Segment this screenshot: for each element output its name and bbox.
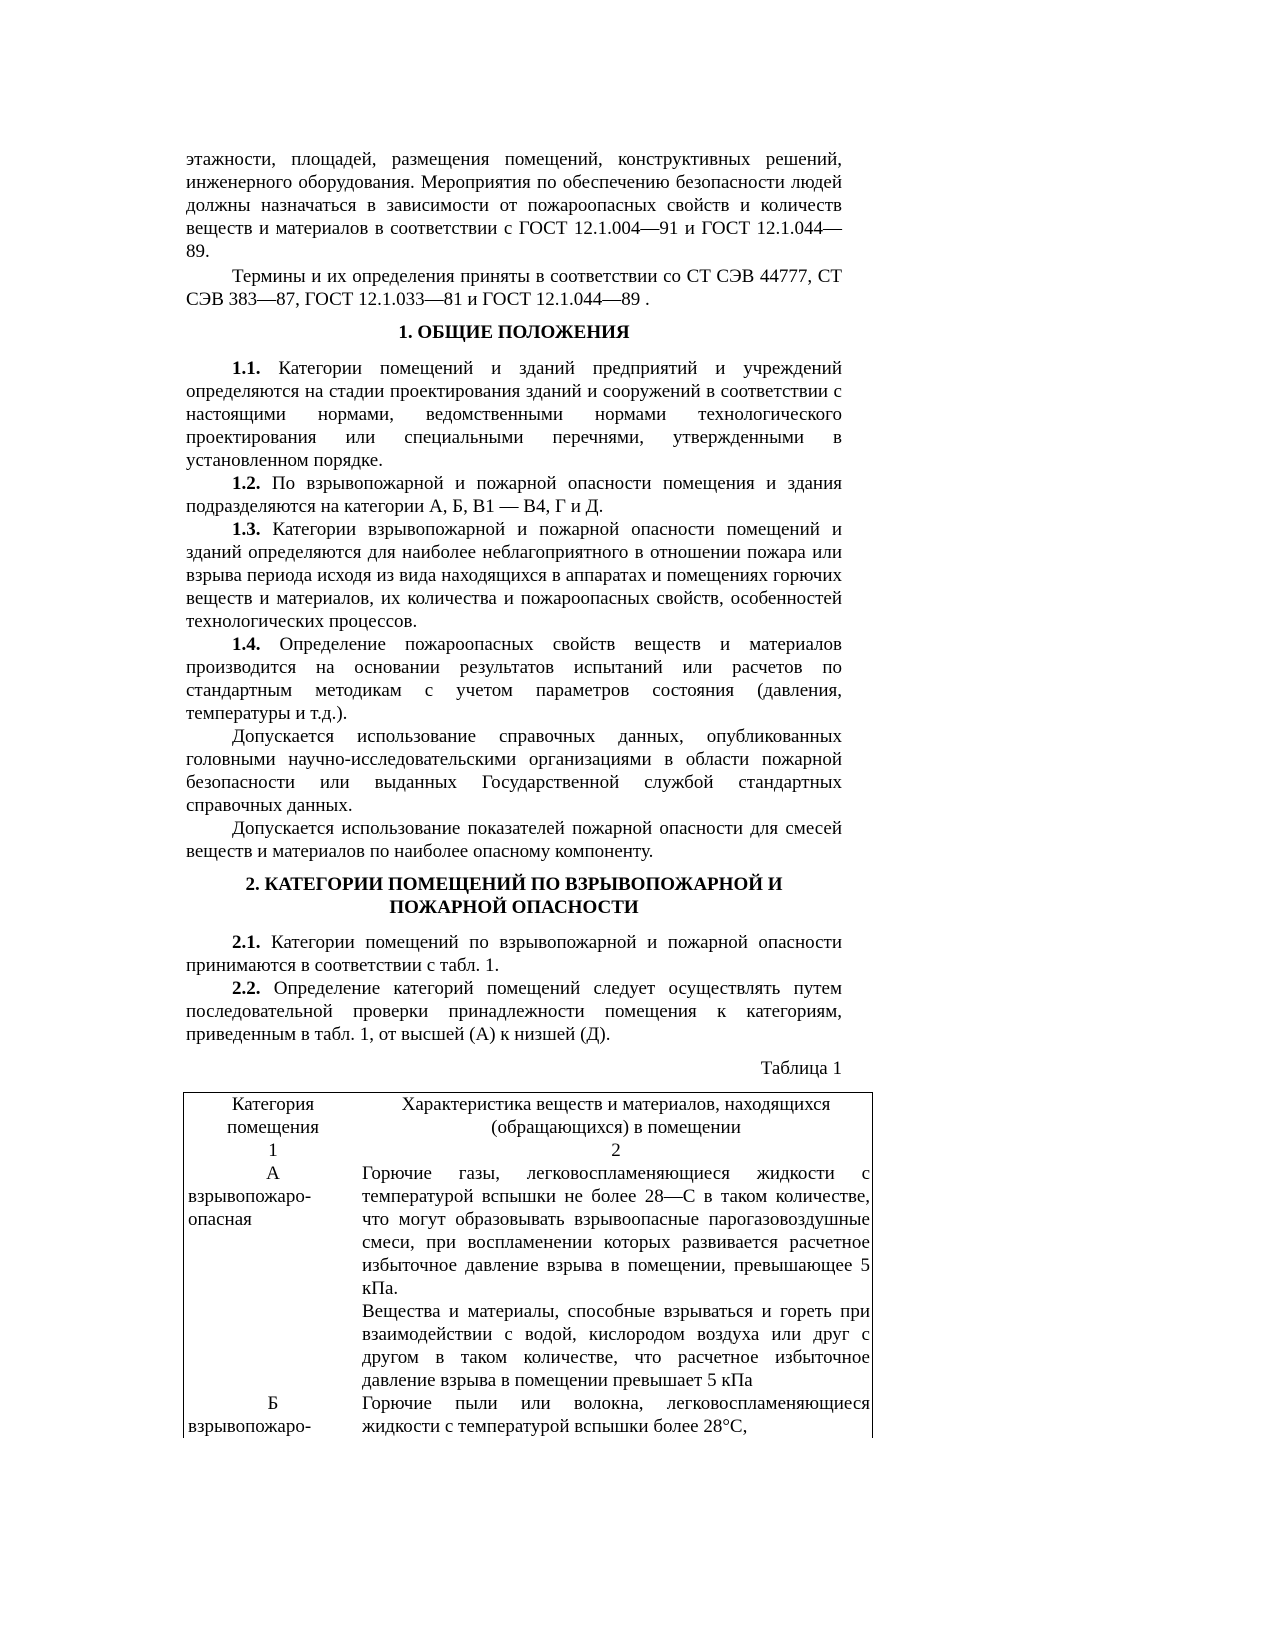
section-2-title-line-2: ПОЖАРНОЙ ОПАСНОСТИ [389,897,639,918]
table-row [184,1162,873,1392]
clause-text: Определение категорий помещений следует осуществлять путем последовательной проверки принадлежности помещения к категориям, приведенным в табл. 1, от высшей (А) к низшей (Д). [186,978,843,1045]
characteristic-paragraph-1: Горючие газы, легковоспламеняющиеся жидкости с температурой вспышки не более 28—С в таком количестве, что могут образовывать взрывоопасные парогазовоздушные смеси, при воспламенении которых развивается расчетное избыточное давление взрыва в помещении, превышающее 5 кПа. [362,1163,870,1299]
category-letter: Б [267,1393,279,1414]
category-name-line-2: опасная [188,1209,252,1230]
category-name-line-1: взрывопожаро- [188,1186,312,1207]
clause-text: Категории взрывопожарной и пожарной опасности помещений и зданий определяются для наиболее неблагоприятного в отношении пожара или взрыва периода исходя из вида находящихся в аппаратах и помещениях горючих веществ и материалов, их количества и пожароопасных свойств, особенностей технологических процессов. [186,519,842,632]
characteristic-cell [358,1162,873,1392]
header-characteristic: Характеристика веществ и материалов, находящихся (обращающихся) в помещении [401,1094,831,1138]
clause-number: 1.1. [232,358,261,379]
clause-2-2 [186,977,842,1046]
category-letter: А [266,1163,280,1184]
clause-text: Определение пожароопасных свойств веществ и материалов производится на основании результатов испытаний или расчетов по стандартным методикам с учетом параметров состояния (давления, температуры и т.д.). [186,634,842,724]
document-page [186,148,870,1438]
table-number-row [184,1139,873,1162]
category-table [183,1092,873,1438]
characteristic-cell [358,1392,873,1438]
clause-1-3 [186,518,842,633]
table-caption: Таблица 1 [760,1058,842,1079]
clause-1-2 [186,472,842,518]
section-1-title: 1. ОБЩИЕ ПОЛОЖЕНИЯ [398,322,630,343]
column-number-2: 2 [611,1140,621,1161]
clause-1-4 [186,633,842,725]
clause-number: 1.2. [232,473,261,494]
clause-1-1 [186,357,842,472]
allow-paragraph-2: Допускается использование показателей пожарной опасности для смесей веществ и материалов по наиболее опасному компоненту. [186,818,842,862]
intro-paragraph-1: этажности, площадей, размещения помещений, конструктивных решений, инженерного оборудования. Мероприятия по обеспечению безопасности людей должны назначаться в зависимости от пожароопасных свойств и количеств веществ и материалов в соответствии с ГОСТ 12.1.004—91 и ГОСТ 12.1.044—89. [186,149,842,262]
header-category [184,1093,359,1140]
category-cell [184,1392,359,1438]
clause-number: 2.1. [232,932,261,953]
clause-text: Категории помещений и зданий предприятий и учреждений определяются на стадии проектирования зданий и сооружений в соответствии с настоящими нормами, ведомственными нормами технологического проектирования или специальными перечнями, утвержденными в установленном порядке. [186,358,843,471]
section-2-title [186,873,842,919]
clause-text: По взрывопожарной и пожарной опасности помещения и здания подразделяются на категории А, Б, В1 — В4, Г и Д. [186,473,842,517]
clause-2-1 [186,931,842,977]
clause-number: 1.4. [232,634,261,655]
header-category-line-1: Категория [231,1094,315,1115]
intro-paragraph-2: Термины и их определения приняты в соответствии со СТ СЭВ 44777, СТ СЭВ 383—87, ГОСТ 12.1.033—81 и ГОСТ 12.1.044—89 . [186,266,842,310]
clause-number: 2.2. [232,978,261,999]
category-cell [184,1162,359,1392]
column-number-1: 1 [268,1140,278,1161]
characteristic-paragraph-1: Горючие пыли или волокна, легковоспламеняющиеся жидкости с температурой вспышки более 28°С, [362,1393,870,1437]
clause-text: Категории помещений по взрывопожарной и пожарной опасности принимаются в соответствии с табл. 1. [186,932,842,976]
section-2-title-line-1: 2. КАТЕГОРИИ ПОМЕЩЕНИЙ ПО ВЗРЫВОПОЖАРНОЙ И [245,874,783,895]
category-name-line-1: взрывопожаро- [188,1416,312,1437]
header-category-line-2: помещения [227,1117,319,1138]
characteristic-paragraph-2: Вещества и материалы, способные взрываться и гореть при взаимодействии с водой, кислородом воздуха или друг с другом в таком количестве, что расчетное избыточное давление взрыва в помещении превышает 5 кПа [362,1301,870,1391]
clause-number: 1.3. [232,519,261,540]
table-header-row [184,1093,873,1140]
table-row [184,1392,873,1438]
allow-paragraph-1: Допускается использование справочных данных, опубликованных головными научно-исследовательскими организациями в области пожарной безопасности или выданных Государственной службой стандартных справочных данных. [186,726,842,816]
